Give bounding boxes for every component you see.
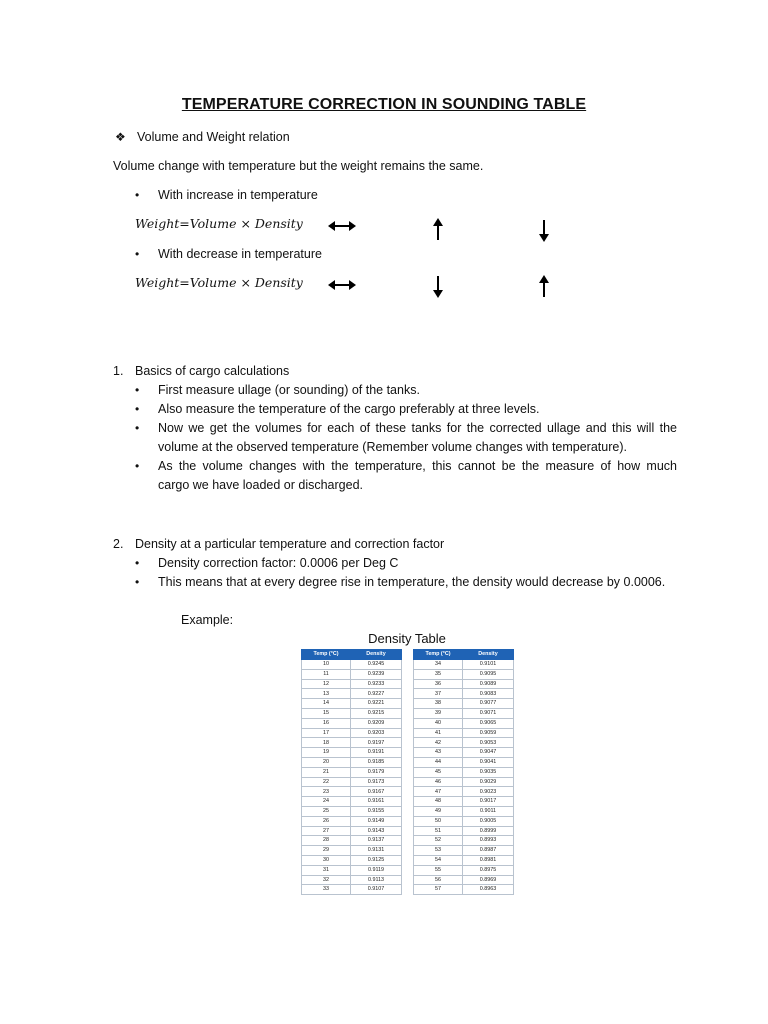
table-row: [302, 885, 402, 895]
density-cell: 0.9221: [351, 699, 402, 709]
table-row: [302, 699, 402, 709]
up-arrow-icon: [432, 218, 444, 240]
example-label: Example:: [181, 613, 234, 627]
list-item: This means that at every degree rise in temperature, the density would decrease by 0.0006.: [158, 575, 666, 589]
table-row: [302, 846, 402, 856]
table-row: [414, 660, 514, 670]
temp-cell: 48: [414, 797, 463, 807]
table-row: [302, 865, 402, 875]
density-cell: 0.9041: [463, 757, 514, 767]
table-row: [414, 767, 514, 777]
list-item: Now we get the volumes for each of these tanks for the corrected ullage and this will the: [158, 421, 677, 435]
left-right-arrow-icon: [328, 278, 356, 292]
temp-cell: 33: [302, 885, 351, 895]
density-cell: 0.8987: [463, 846, 514, 856]
section-1-number: 1.: [113, 364, 124, 378]
density-cell: 0.9113: [351, 875, 402, 885]
temp-cell: 10: [302, 660, 351, 670]
temp-cell: 52: [414, 836, 463, 846]
bullet-icon: •: [135, 459, 140, 473]
table-row: [302, 689, 402, 699]
density-cell: 0.9167: [351, 787, 402, 797]
temp-cell: 20: [302, 757, 351, 767]
temp-cell: 40: [414, 718, 463, 728]
density-cell: 0.9197: [351, 738, 402, 748]
density-cell: 0.9077: [463, 699, 514, 709]
list-item: As the volume changes with the temperature, this cannot be the measure of how much: [158, 459, 677, 473]
density-cell: 0.9131: [351, 846, 402, 856]
temp-cell: 36: [414, 679, 463, 689]
bullet-icon: •: [135, 188, 140, 202]
table-row: [414, 846, 514, 856]
page-title: TEMPERATURE CORRECTION IN SOUNDING TABLE: [181, 96, 587, 113]
temp-cell: 38: [414, 699, 463, 709]
column-header-temp: Temp (°C): [414, 650, 463, 660]
density-cell: 0.9089: [463, 679, 514, 689]
density-cell: 0.8999: [463, 826, 514, 836]
density-cell: 0.9233: [351, 679, 402, 689]
temp-cell: 54: [414, 855, 463, 865]
table-row: [414, 757, 514, 767]
density-cell: 0.9137: [351, 836, 402, 846]
table-row: [302, 836, 402, 846]
temp-cell: 53: [414, 846, 463, 856]
temp-cell: 22: [302, 777, 351, 787]
temp-cell: 34: [414, 660, 463, 670]
density-cell: 0.9017: [463, 797, 514, 807]
temp-cell: 11: [302, 669, 351, 679]
bullet-icon: •: [135, 402, 140, 416]
density-cell: 0.9071: [463, 708, 514, 718]
table-row: [302, 806, 402, 816]
density-cell: 0.9245: [351, 660, 402, 670]
density-cell: 0.9179: [351, 767, 402, 777]
temp-cell: 47: [414, 787, 463, 797]
table-row: [302, 787, 402, 797]
temp-cell: 30: [302, 855, 351, 865]
table-row: [414, 875, 514, 885]
section-1-heading: Basics of cargo calculations: [135, 364, 290, 378]
table-row: [414, 777, 514, 787]
table-row: [302, 679, 402, 689]
table-row: [302, 748, 402, 758]
density-cell: 0.9107: [351, 885, 402, 895]
temp-cell: 51: [414, 826, 463, 836]
temp-cell: 23: [302, 787, 351, 797]
temp-cell: 37: [414, 689, 463, 699]
density-cell: 0.8993: [463, 836, 514, 846]
table-row: [414, 689, 514, 699]
temp-cell: 44: [414, 757, 463, 767]
temp-cell: 16: [302, 718, 351, 728]
diamond-bullet-icon: ❖: [115, 130, 126, 144]
table-row: [414, 699, 514, 709]
column-header-density: Density: [463, 650, 514, 660]
down-arrow-icon: [538, 220, 550, 242]
table-row: [302, 826, 402, 836]
density-cell: 0.9011: [463, 806, 514, 816]
temp-cell: 56: [414, 875, 463, 885]
temp-cell: 49: [414, 806, 463, 816]
bullet-icon: •: [135, 575, 140, 589]
table-row: [302, 669, 402, 679]
list-item: First measure ullage (or sounding) of the tanks.: [158, 383, 420, 397]
list-item: Density correction factor: 0.0006 per Deg C: [158, 556, 399, 570]
density-cell: 0.9161: [351, 797, 402, 807]
temp-cell: 55: [414, 865, 463, 875]
section-2-heading: Density at a particular temperature and correction factor: [135, 537, 445, 551]
table-row: [302, 708, 402, 718]
volume-weight-statement: Volume change with temperature but the weight remains the same.: [113, 159, 484, 173]
temp-cell: 39: [414, 708, 463, 718]
bullet-icon: •: [135, 556, 140, 570]
table-row: [414, 787, 514, 797]
density-cell: 0.9083: [463, 689, 514, 699]
column-header-temp: Temp (°C): [302, 650, 351, 660]
table-row: [302, 728, 402, 738]
density-cell: 0.9035: [463, 767, 514, 777]
density-table-left: [301, 649, 402, 895]
temp-cell: 17: [302, 728, 351, 738]
density-cell: 0.9023: [463, 787, 514, 797]
density-cell: 0.9053: [463, 738, 514, 748]
list-item-continuation: cargo we have loaded or discharged.: [158, 478, 363, 492]
table-row: [302, 738, 402, 748]
temp-cell: 41: [414, 728, 463, 738]
density-cell: 0.9125: [351, 855, 402, 865]
temp-cell: 29: [302, 846, 351, 856]
temp-cell: 19: [302, 748, 351, 758]
table-row: [414, 708, 514, 718]
left-right-arrow-icon: [328, 219, 356, 233]
temp-cell: 13: [302, 689, 351, 699]
table-row: [302, 777, 402, 787]
table-row: [414, 806, 514, 816]
section-2-number: 2.: [113, 537, 124, 551]
table-row: [414, 816, 514, 826]
density-cell: 0.9101: [463, 660, 514, 670]
density-cell: 0.8969: [463, 875, 514, 885]
temp-cell: 31: [302, 865, 351, 875]
table-row: [414, 865, 514, 875]
temp-cell: 21: [302, 767, 351, 777]
density-cell: 0.9143: [351, 826, 402, 836]
table-row: [414, 748, 514, 758]
temp-cell: 35: [414, 669, 463, 679]
list-item-continuation: volume at the observed temperature (Remember volume changes with temperature).: [158, 440, 627, 454]
temp-cell: 28: [302, 836, 351, 846]
temp-cell: 27: [302, 826, 351, 836]
density-cell: 0.9119: [351, 865, 402, 875]
table-row: [414, 669, 514, 679]
temp-cell: 43: [414, 748, 463, 758]
temp-cell: 57: [414, 885, 463, 895]
section-heading-volume-weight: Volume and Weight relation: [137, 130, 290, 144]
table-row: [414, 718, 514, 728]
table-row: [414, 738, 514, 748]
formula-decrease: Weight=Volume × Density: [135, 275, 303, 290]
bullet-icon: •: [135, 247, 140, 261]
density-cell: 0.9047: [463, 748, 514, 758]
density-cell: 0.8981: [463, 855, 514, 865]
density-table-right: [413, 649, 514, 895]
formula-increase: Weight=Volume × Density: [135, 216, 303, 231]
density-cell: 0.9215: [351, 708, 402, 718]
table-row: [302, 757, 402, 767]
density-cell: 0.9095: [463, 669, 514, 679]
table-row: [302, 797, 402, 807]
table-row: [414, 885, 514, 895]
table-row: [302, 767, 402, 777]
density-cell: 0.9029: [463, 777, 514, 787]
temp-cell: 25: [302, 806, 351, 816]
table-row: [414, 855, 514, 865]
density-cell: 0.9155: [351, 806, 402, 816]
down-arrow-icon: [432, 276, 444, 298]
density-cell: 0.9173: [351, 777, 402, 787]
temp-cell: 42: [414, 738, 463, 748]
column-header-density: Density: [351, 650, 402, 660]
table-row: [302, 855, 402, 865]
bullet-icon: •: [135, 383, 140, 397]
temp-cell: 26: [302, 816, 351, 826]
density-cell: 0.9203: [351, 728, 402, 738]
density-cell: 0.9005: [463, 816, 514, 826]
temp-cell: 32: [302, 875, 351, 885]
density-cell: 0.8975: [463, 865, 514, 875]
table-row: [414, 836, 514, 846]
table-row: [302, 875, 402, 885]
table-row: [414, 679, 514, 689]
table-row: [414, 728, 514, 738]
table-row: [414, 797, 514, 807]
temp-cell: 45: [414, 767, 463, 777]
temp-cell: 24: [302, 797, 351, 807]
density-cell: 0.9239: [351, 669, 402, 679]
density-cell: 0.9149: [351, 816, 402, 826]
temp-cell: 14: [302, 699, 351, 709]
temp-cell: 15: [302, 708, 351, 718]
decrease-temperature-label: With decrease in temperature: [158, 247, 322, 261]
table-row: [302, 816, 402, 826]
density-cell: 0.9059: [463, 728, 514, 738]
density-cell: 0.9185: [351, 757, 402, 767]
temp-cell: 18: [302, 738, 351, 748]
increase-temperature-label: With increase in temperature: [158, 188, 318, 202]
density-cell: 0.9191: [351, 748, 402, 758]
table-row: [414, 826, 514, 836]
temp-cell: 12: [302, 679, 351, 689]
density-cell: 0.9209: [351, 718, 402, 728]
density-cell: 0.9227: [351, 689, 402, 699]
density-table-title: Density Table: [368, 631, 446, 646]
table-row: [302, 718, 402, 728]
up-arrow-icon: [538, 275, 550, 297]
density-cell: 0.8963: [463, 885, 514, 895]
density-cell: 0.9065: [463, 718, 514, 728]
temp-cell: 50: [414, 816, 463, 826]
temp-cell: 46: [414, 777, 463, 787]
list-item: Also measure the temperature of the cargo preferably at three levels.: [158, 402, 540, 416]
bullet-icon: •: [135, 421, 140, 435]
table-row: [302, 660, 402, 670]
